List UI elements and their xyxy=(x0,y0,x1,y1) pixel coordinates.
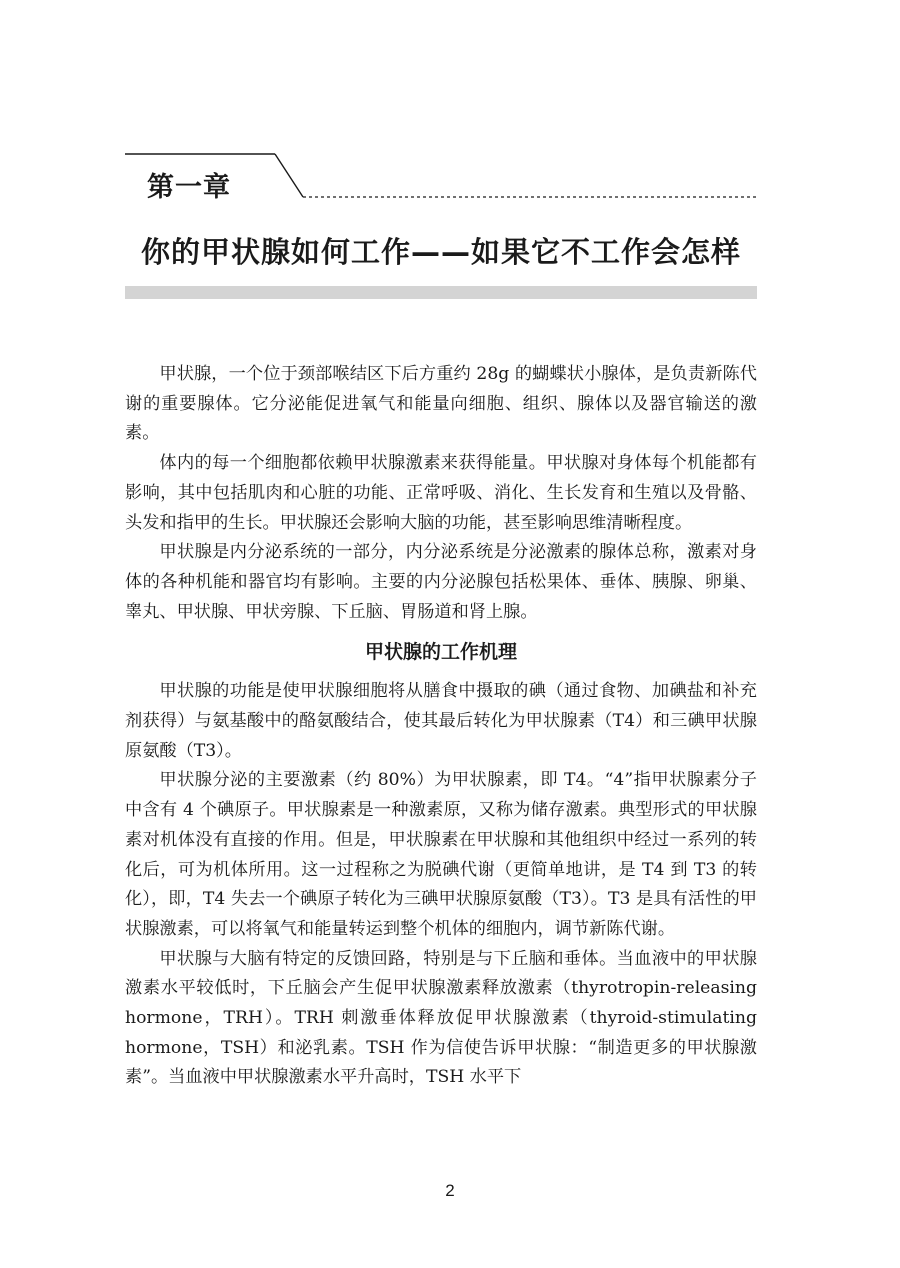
body-text xyxy=(125,360,757,1093)
paragraph: 甲状腺的功能是使甲状腺细胞将从膳食中摄取的碘（通过食物、加碘盐和补充剂获得）与氨基酸中的酪氨酸结合，使其最后转化为甲状腺素（T4）和三碘甲状腺原氨酸（T3）。 xyxy=(125,681,757,761)
chapter-header xyxy=(125,153,757,203)
paragraph: 甲状腺是内分泌系统的一部分，内分泌系统是分泌激素的腺体总称，激素对身体的各种机能和器官均有影响。主要的内分泌腺包括松果体、垂体、胰腺、卵巢、睾丸、甲状腺、甲状旁腺、下丘脑、胃肠道和肾上腺。 xyxy=(125,542,757,622)
title-underline-bar xyxy=(125,286,757,299)
section-heading: 甲状腺的工作机理 xyxy=(364,641,517,664)
paragraph: 甲状腺与大脑有特定的反馈回路，特别是与下丘脑和垂体。当血液中的甲状腺激素水平较低时，下丘脑会产生促甲状腺激素释放激素（thyrotropin-releasing hormone，TRH）。TRH 刺激垂体释放促甲状腺激素（thyroid-stimulating hormone，TSH）和泌乳素。TSH 作为信使告诉甲状腺：“制造更多的甲状腺激素”。当血液中甲状腺激素水平升高时，TSH 水平下 xyxy=(125,948,757,1088)
chapter-title: 你的甲状腺如何工作——如果它不工作会怎样 xyxy=(140,235,741,269)
chapter-label: 第一章 xyxy=(147,172,231,203)
paragraph: 甲状腺分泌的主要激素（约 80%）为甲状腺素，即 T4。“4”指甲状腺素分子中含有 4 个碘原子。甲状腺素是一种激素原，又称为储存激素。典型形式的甲状腺素对机体没有直接的作用。但是，甲状腺素在甲状腺和其他组织中经过一系列的转化后，可为机体所用。这一过程称之为脱碘代谢（更简单地讲，是 T4 到 T3 的转化），即，T4 失去一个碘原子转化为三碘甲状腺原氨酸（T3）。T3 是具有活性的甲状腺激素，可以将氧气和能量转运到整个机体的细胞内，调节新陈代谢。 xyxy=(125,770,757,939)
paragraph: 体内的每一个细胞都依赖甲状腺激素来获得能量。甲状腺对身体每个机能都有影响，其中包括肌肉和心脏的功能、正常呼吸、消化、生长发育和生殖以及骨骼、头发和指甲的生长。甲状腺还会影响大脑的功能，甚至影响思维清晰程度。 xyxy=(125,453,757,533)
paragraph: 甲状腺，一个位于颈部喉结区下后方重约 28g 的蝴蝶状小腺体，是负责新陈代谢的重要腺体。它分泌能促进氧气和能量向细胞、组织、腺体以及器官输送的激素。 xyxy=(125,364,757,444)
page-number: 2 xyxy=(445,1181,455,1200)
